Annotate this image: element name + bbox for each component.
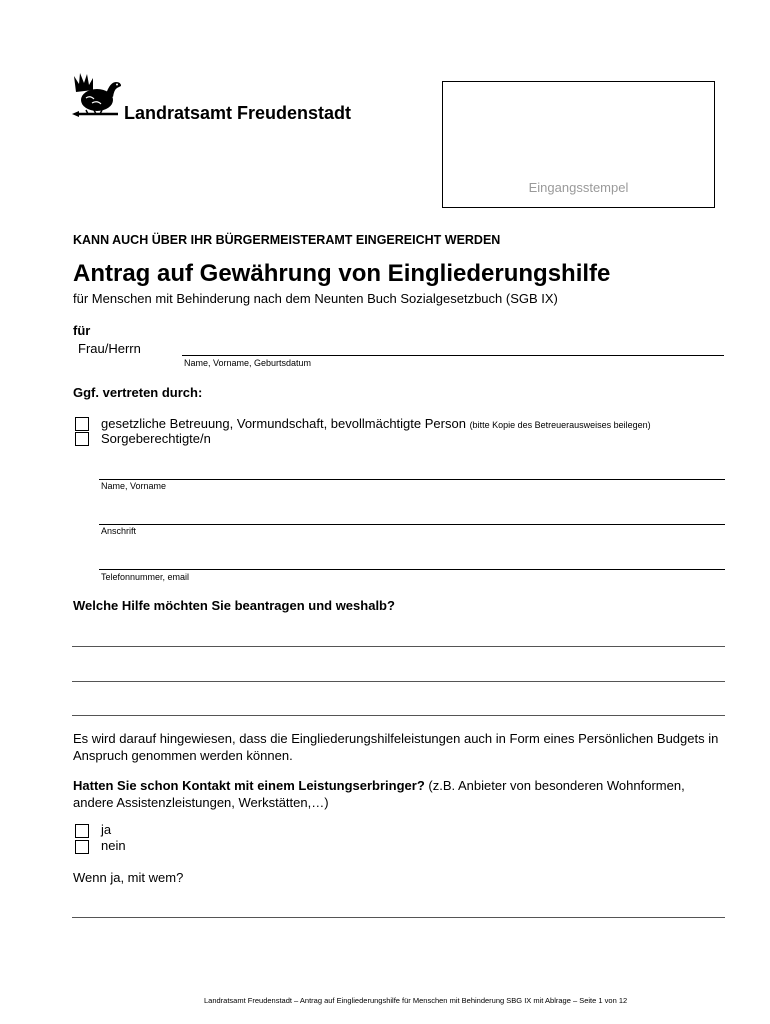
representative-address-field[interactable]: [101, 507, 724, 524]
representative-phone-line: [99, 569, 725, 570]
applicant-field-caption: Name, Vorname, Geburtsdatum: [184, 358, 312, 368]
checkbox-legal-guardian[interactable]: [75, 417, 89, 431]
page-subtitle: für Menschen mit Behinderung nach dem Neunten Buch Sozialgesetzbuch (SGB IX): [73, 291, 558, 306]
checkbox-no[interactable]: [75, 840, 89, 854]
option-legal-guardian-text: gesetzliche Betreuung, Vormundschaft, bevollmächtigte Person: [101, 416, 466, 431]
representative-name-caption: Name, Vorname: [101, 481, 167, 491]
applicant-name-line: [182, 355, 724, 356]
for-label: für: [73, 323, 91, 338]
capercaillie-bird-icon: [72, 70, 124, 122]
option-yes-label: ja: [101, 822, 112, 837]
contact-question-rest: (z.B. Anbieter von besonderen Wohnformen, andere Assistenzleistungen, Werkstätten,…): [73, 778, 685, 810]
receipt-stamp-box: [442, 81, 715, 208]
representative-address-line: [99, 524, 725, 525]
option-custodian-label: Sorgeberechtigte/n: [101, 431, 211, 446]
representative-address-caption: Anschrift: [101, 526, 137, 536]
help-request-question: Welche Hilfe möchten Sie beantragen und weshalb?: [73, 598, 395, 613]
followup-answer-line: [72, 917, 725, 918]
help-request-answer-field[interactable]: [73, 626, 724, 718]
option-no-label: nein: [101, 838, 126, 853]
submission-notice: KANN AUCH ÜBER IHR BÜRGERMEISTERAMT EINGEREICHT WERDEN: [73, 233, 501, 247]
contact-question: [73, 777, 723, 811]
page-title: Antrag auf Gewährung von Eingliederungshilfe: [73, 260, 611, 287]
followup-answer-field[interactable]: [73, 900, 724, 917]
checkbox-custodian[interactable]: [75, 432, 89, 446]
help-answer-line-2: [72, 681, 725, 682]
help-answer-line-3: [72, 715, 725, 716]
option-legal-guardian-note: (bitte Kopie des Betreuerausweises beilegen): [469, 420, 651, 430]
representative-phone-caption: Telefonnummer, email: [101, 572, 190, 582]
salutation-label: Frau/Herrn: [78, 341, 141, 356]
stamp-label: Eingangsstempel: [528, 180, 629, 195]
contact-question-bold: Hatten Sie schon Kontakt mit einem Leistungserbringer?: [73, 778, 425, 793]
checkbox-yes[interactable]: [75, 824, 89, 838]
representation-heading: Ggf. vertreten durch:: [73, 385, 203, 400]
help-answer-line-1: [72, 646, 725, 647]
representative-name-line: [99, 479, 725, 480]
representative-name-field[interactable]: [101, 462, 724, 479]
page-footer: Landratsamt Freudenstadt – Antrag auf Eingliederungshilfe für Menschen mit Behinderung SBG IX mit Ablrage – Seite 1 von 12: [204, 996, 628, 1005]
applicant-name-field[interactable]: [184, 338, 724, 355]
org-name: Landratsamt Freudenstadt: [124, 103, 352, 123]
representative-phone-field[interactable]: [101, 552, 724, 569]
personal-budget-note: Es wird darauf hingewiesen, dass die Eingliederungshilfeleistungen auch in Form eines Persönlichen Budgets in Anspruch genommen werden können.: [73, 731, 719, 763]
option-legal-guardian-label: [101, 416, 651, 431]
followup-question: Wenn ja, mit wem?: [73, 870, 184, 885]
